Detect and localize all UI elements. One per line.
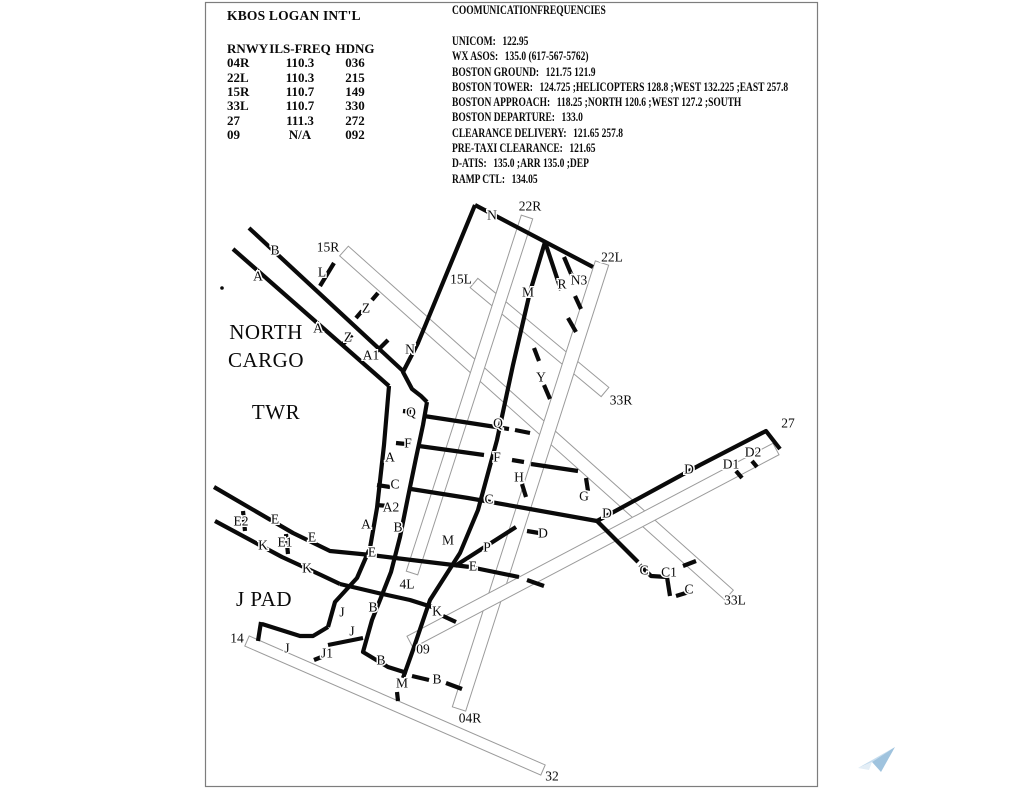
runway-table-row-cell: 092 — [345, 127, 365, 143]
runway-table-header — [227, 42, 379, 56]
taxiway-label: E — [307, 529, 317, 545]
frequency-value: 134.05 — [511, 170, 538, 186]
runway-info-card — [227, 8, 375, 143]
runway-table-row-cell: 110.7 — [285, 98, 315, 114]
runway-table-row — [227, 71, 379, 85]
frequency-label: CLEARANCE DELIVERY: — [452, 124, 567, 140]
taxiway-label: E — [367, 544, 377, 560]
taxiway-line — [534, 348, 539, 361]
taxiway-label: B — [368, 599, 378, 615]
frequency-line — [452, 155, 788, 170]
frequency-line — [452, 33, 788, 48]
taxiway-label: A2 — [382, 499, 400, 515]
runway-table-row-cell: 330 — [345, 98, 365, 114]
frequency-value: 121.75 121.9 — [545, 63, 596, 79]
frequency-value: 118.25 ;NORTH 120.6 ;WEST 127.2 ;SOUTH — [556, 94, 742, 110]
frequency-block — [452, 2, 802, 186]
runway-table-row-cell: 215 — [345, 69, 365, 85]
taxiway-label: N — [487, 207, 497, 223]
taxiway-label: B — [393, 519, 403, 535]
taxiway-label: H — [514, 469, 524, 485]
taxiway-label: B — [376, 652, 386, 668]
taxiway-label: K — [432, 603, 442, 619]
taxiway-label: A — [385, 449, 395, 465]
area-label: CARGO — [227, 348, 305, 372]
taxiway-label: 22L — [601, 249, 623, 265]
taxiway-label: D — [538, 525, 548, 541]
frequency-line — [452, 171, 788, 186]
frequency-label: BOSTON GROUND: — [452, 63, 540, 79]
taxiway-line — [328, 638, 363, 645]
runway-table-row-cell: 036 — [345, 55, 365, 71]
taxiway-label: Z — [361, 300, 371, 316]
runway-table-row-cell: N/A — [288, 127, 312, 143]
taxiway-label: B — [270, 242, 280, 258]
taxiway-label: J — [349, 623, 355, 639]
frequency-value: 124.725 ;HELICOPTERS 128.8 ;WEST 132.225 ;EAST 257.8 — [539, 78, 789, 94]
taxiway-label: J — [284, 640, 290, 656]
taxiway-label: A1 — [362, 347, 380, 363]
taxiway-label: M — [395, 675, 409, 691]
taxiway-label: M — [441, 532, 455, 548]
taxiway-label: K — [258, 537, 268, 553]
runway-table-row — [227, 56, 379, 70]
taxiway-line — [512, 460, 524, 462]
paper-plane-icon — [858, 762, 872, 770]
frequency-label: PRE-TAXI CLEARANCE: — [452, 140, 563, 156]
taxiway-label: Q — [493, 415, 503, 431]
taxiway-label: C — [484, 491, 494, 507]
runway-table-row — [227, 114, 379, 128]
taxiway-label: G — [579, 488, 589, 504]
taxiway-line — [372, 293, 378, 300]
taxiway-line — [377, 485, 390, 487]
taxiway-label: J1 — [320, 645, 334, 661]
taxiway-label: E — [468, 558, 478, 574]
frequency-line — [452, 94, 788, 109]
frequency-line — [452, 48, 788, 63]
taxiway-label: D1 — [722, 456, 740, 472]
taxiway-label: 09 — [416, 641, 430, 657]
taxiway-label: C1 — [661, 564, 677, 580]
frequency-value: 122.95 — [502, 33, 529, 48]
taxiway-label: F — [404, 435, 412, 451]
taxiway-line — [215, 521, 340, 584]
frequency-value: 133.0 — [561, 109, 583, 125]
frequency-list — [452, 33, 788, 186]
taxiway-label: K — [302, 560, 312, 576]
airport-title: KBOS LOGAN INT'L — [227, 8, 361, 23]
runway-table-row — [227, 99, 379, 113]
frequency-value: 135.0 ;ARR 135.0 ;DEP — [493, 155, 589, 171]
frequency-label: BOSTON TOWER: — [452, 78, 533, 94]
taxiway-label: D2 — [744, 444, 762, 460]
taxiway-label: L — [317, 264, 327, 280]
taxiway-line — [515, 430, 530, 433]
taxiway-label: A — [361, 516, 371, 532]
taxiway-label: M — [521, 284, 535, 300]
taxiway-label: 33R — [609, 392, 633, 408]
taxiway-label: C — [639, 562, 649, 578]
runway-table-row — [227, 85, 379, 99]
runway-table-row-cell: 04R — [227, 55, 250, 71]
runway-table-row-cell: 110.7 — [285, 84, 315, 100]
runway-table-row-cell: 22L — [227, 69, 249, 85]
runway-table-row-cell: 09 — [227, 127, 240, 143]
frequency-label: D-ATIS: — [452, 155, 487, 171]
taxiway-label: N3 — [570, 272, 588, 288]
taxiway-label: J — [339, 604, 345, 620]
taxiway-line — [575, 296, 581, 309]
taxiway-line — [262, 624, 328, 636]
runway-table-row — [227, 128, 379, 142]
frequency-label: BOSTON APPROACH: — [452, 94, 551, 110]
taxiway-line — [544, 385, 550, 399]
runway-table-header-cell: RNWY — [227, 41, 269, 56]
runway-table-header-cell: ILS-FREQ — [269, 41, 331, 56]
frequency-label: UNICOM: — [452, 33, 496, 48]
taxiway-label: 33L — [724, 592, 746, 608]
area-label: NORTH — [229, 320, 303, 344]
taxiway-label: N — [405, 341, 415, 357]
taxiway-label: C — [684, 581, 694, 597]
taxiway-line — [412, 676, 429, 680]
runway-table — [227, 42, 379, 142]
taxiway-label: 22R — [518, 198, 542, 214]
taxiway-label: D — [684, 461, 694, 477]
runway-table-row-cell: 15R — [227, 84, 250, 100]
taxiway-label: R — [557, 276, 567, 292]
taxiway-label: Z — [343, 329, 353, 345]
frequency-title: COOMUNICATIONFREQUENCIES — [452, 2, 606, 17]
taxiway-label: E — [270, 511, 280, 527]
taxiway-label: P — [483, 539, 491, 555]
taxiway-label: Q — [406, 404, 416, 420]
runway-table-header-cell: HDNG — [335, 41, 375, 56]
taxiway-label: B — [432, 671, 442, 687]
taxiway-label: Y — [536, 369, 546, 385]
frequency-line — [452, 109, 788, 124]
taxiway-label: E1 — [277, 534, 293, 550]
dot-mark — [220, 286, 224, 290]
runway-table-row-cell: 110.3 — [285, 55, 315, 71]
taxiway-label: 4L — [399, 576, 415, 592]
frequency-value: 121.65 257.8 — [573, 124, 623, 140]
taxiway-label: 14 — [230, 630, 244, 646]
taxiway-label: E2 — [233, 513, 249, 529]
area-label: J PAD — [235, 587, 293, 611]
frequency-value: 135.0 (617-567-5762) — [504, 48, 589, 64]
frequency-line — [452, 64, 788, 79]
runway-14-32 — [245, 636, 545, 775]
runway-table-row-cell: 111.3 — [286, 112, 314, 128]
area-label: TWR — [251, 400, 301, 424]
frequency-label: BOSTON DEPARTURE: — [452, 109, 555, 125]
taxiway-label: A — [253, 268, 263, 284]
frequency-label: RAMP CTL: — [452, 170, 505, 186]
frequency-label: WX ASOS: — [452, 48, 499, 64]
taxiway-line — [258, 622, 261, 641]
runway-table-row-cell: 27 — [227, 112, 240, 128]
taxiway-line — [397, 692, 398, 701]
taxiway-label: A — [313, 320, 323, 336]
taxiway-line — [403, 205, 475, 402]
frequency-value: 121.65 — [569, 140, 596, 156]
runway-table-row-cell: 272 — [345, 112, 365, 128]
frequency-line — [452, 79, 788, 94]
runway-table-row-cell: 110.3 — [285, 69, 315, 85]
taxiway-label: 15L — [450, 271, 472, 287]
taxiway-label: 32 — [545, 768, 559, 784]
taxiway-label: 27 — [781, 415, 795, 431]
taxiway-label: F — [493, 449, 501, 465]
runway-table-row-cell: 149 — [345, 84, 365, 100]
runway-table-row-cell: 33L — [227, 98, 249, 114]
frequency-line — [452, 140, 788, 155]
frequency-line — [452, 125, 788, 140]
taxiway-label: C — [390, 476, 400, 492]
taxiway-label: 15R — [316, 239, 340, 255]
taxiway-label: D — [602, 505, 612, 521]
taxiway-label: 04R — [458, 710, 482, 726]
